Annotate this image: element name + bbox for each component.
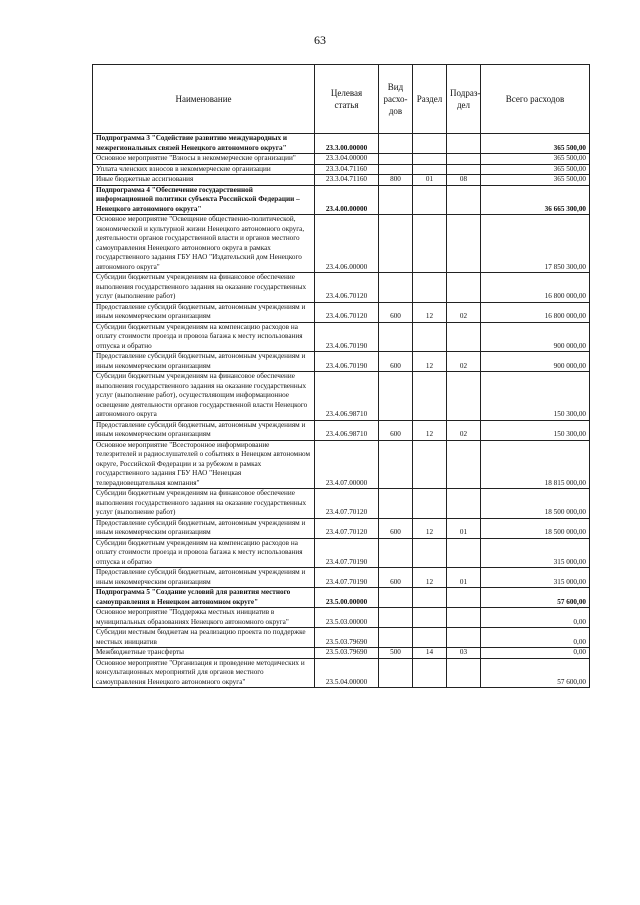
row-expense-type: 800 xyxy=(379,175,413,186)
table-row xyxy=(93,372,590,421)
row-subsection xyxy=(447,164,481,175)
table-header-row xyxy=(93,65,590,134)
table-row xyxy=(93,154,590,165)
row-total: 57 600,00 xyxy=(481,588,590,608)
row-section xyxy=(413,164,447,175)
row-total: 365 500,00 xyxy=(481,134,590,154)
table-row xyxy=(93,440,590,489)
row-name: Субсидии бюджетным учреждениям на компенсацию расходов на оплату стоимости проезда и провоза багажа к месту использования отпуска и обратно xyxy=(93,322,315,352)
table-row xyxy=(93,420,590,440)
row-name: Иные бюджетные ассигнования xyxy=(93,175,315,186)
row-target-article: 23.5.04.00000 xyxy=(315,658,379,688)
row-expense-type xyxy=(379,322,413,352)
row-subsection xyxy=(447,628,481,648)
row-target-article: 23.4.06.70120 xyxy=(315,302,379,322)
table-row xyxy=(93,134,590,154)
row-expense-type xyxy=(379,658,413,688)
row-total: 16 800 000,00 xyxy=(481,302,590,322)
table-row xyxy=(93,489,590,519)
row-total: 36 665 300,00 xyxy=(481,185,590,215)
row-expense-type xyxy=(379,185,413,215)
row-target-article: 23.4.06.98710 xyxy=(315,372,379,421)
table-row xyxy=(93,273,590,303)
row-section: 12 xyxy=(413,302,447,322)
row-target-article: 23.4.07.00000 xyxy=(315,440,379,489)
header-subsection: Подраз-дел xyxy=(447,65,481,134)
row-total: 57 600,00 xyxy=(481,658,590,688)
row-total: 150 300,00 xyxy=(481,420,590,440)
table-row xyxy=(93,588,590,608)
row-total: 0,00 xyxy=(481,648,590,659)
row-name: Основное мероприятие "Поддержка местных инициатив в муниципальных образованиях Ненецкого автономного округа" xyxy=(93,608,315,628)
table-row xyxy=(93,658,590,688)
row-section xyxy=(413,628,447,648)
row-name: Подпрограмма 3 "Содействие развитию международных и межрегиональных связей Ненецкого автономного округа" xyxy=(93,134,315,154)
row-name: Предоставление субсидий бюджетным, автономным учреждениям и иным некоммерческим организациям xyxy=(93,302,315,322)
row-total: 18 815 000,00 xyxy=(481,440,590,489)
row-name: Субсидии бюджетным учреждениям на финансовое обеспечение выполнения государственного задания на оказание государственных услуг (выполнение работ) xyxy=(93,489,315,519)
row-expense-type: 600 xyxy=(379,302,413,322)
row-total: 17 850 300,00 xyxy=(481,215,590,273)
row-section: 12 xyxy=(413,420,447,440)
row-total: 16 800 000,00 xyxy=(481,273,590,303)
row-total: 315 000,00 xyxy=(481,568,590,588)
row-target-article: 23.4.07.70120 xyxy=(315,489,379,519)
row-target-article: 23.3.00.00000 xyxy=(315,134,379,154)
table-row xyxy=(93,538,590,568)
row-subsection xyxy=(447,588,481,608)
row-name: Основное мероприятие "Организация и проведение методических и консультационных мероприятий для органов местного самоуправления Ненецкого автономного округа" xyxy=(93,658,315,688)
row-total: 0,00 xyxy=(481,608,590,628)
row-target-article: 23.5.03.79690 xyxy=(315,628,379,648)
row-total: 365 500,00 xyxy=(481,164,590,175)
row-name: Основное мероприятие "Освещение общественно-политической, экономической и культурной жизни Ненецкого автономного округа, деятельности органов государственной власти и органов местного самоуправления Ненецкого автономного округа в рамках государственного задания ГБУ НАО "Издательский дом Ненецкого автономного округа" xyxy=(93,215,315,273)
row-total: 18 500 000,00 xyxy=(481,518,590,538)
row-section xyxy=(413,372,447,421)
table-row xyxy=(93,628,590,648)
row-section xyxy=(413,322,447,352)
table-row xyxy=(93,175,590,186)
table-row xyxy=(93,568,590,588)
row-expense-type xyxy=(379,154,413,165)
row-section xyxy=(413,185,447,215)
row-section xyxy=(413,154,447,165)
row-subsection: 08 xyxy=(447,175,481,186)
header-section: Раздел xyxy=(413,65,447,134)
row-section xyxy=(413,588,447,608)
row-expense-type: 600 xyxy=(379,352,413,372)
row-subsection xyxy=(447,322,481,352)
row-name: Основное мероприятие "Взносы в некоммерческие организации" xyxy=(93,154,315,165)
page-number: 63 xyxy=(314,33,326,47)
row-name: Уплата членских взносов в некоммерческие организации xyxy=(93,164,315,175)
row-target-article: 23.4.06.98710 xyxy=(315,420,379,440)
row-subsection xyxy=(447,185,481,215)
row-subsection: 01 xyxy=(447,518,481,538)
row-total: 0,00 xyxy=(481,628,590,648)
row-total: 900 000,00 xyxy=(481,352,590,372)
row-expense-type xyxy=(379,608,413,628)
row-name: Предоставление субсидий бюджетным, автономным учреждениям и иным некоммерческим организациям xyxy=(93,352,315,372)
header-expense-type: Вид расхо-дов xyxy=(379,65,413,134)
row-total: 315 000,00 xyxy=(481,538,590,568)
row-name: Субсидии бюджетным учреждениям на компенсацию расходов на оплату стоимости проезда и провоза багажа к месту использования отпуска и обратно xyxy=(93,538,315,568)
row-expense-type: 500 xyxy=(379,648,413,659)
row-expense-type xyxy=(379,628,413,648)
row-name: Предоставление субсидий бюджетным, автономным учреждениям и иным некоммерческим организациям xyxy=(93,420,315,440)
table-row xyxy=(93,302,590,322)
row-name: Подпрограмма 4 "Обеспечение государственной информационной политики субъекта Российской Федерации – Ненецкого автономного округа" xyxy=(93,185,315,215)
row-subsection xyxy=(447,608,481,628)
row-total: 365 500,00 xyxy=(481,175,590,186)
row-target-article: 23.3.04.71160 xyxy=(315,164,379,175)
row-target-article: 23.5.00.00000 xyxy=(315,588,379,608)
row-subsection: 02 xyxy=(447,420,481,440)
header-name: Наименование xyxy=(93,65,315,134)
row-target-article: 23.3.04.00000 xyxy=(315,154,379,165)
row-subsection xyxy=(447,538,481,568)
row-subsection xyxy=(447,154,481,165)
row-target-article: 23.4.06.70190 xyxy=(315,352,379,372)
row-name: Подпрограмма 5 "Создание условий для развития местного самоуправления в Ненецком автономном округе" xyxy=(93,588,315,608)
row-subsection: 01 xyxy=(447,568,481,588)
row-name: Межбюджетные трансферты xyxy=(93,648,315,659)
table-row xyxy=(93,518,590,538)
row-target-article: 23.4.06.70120 xyxy=(315,273,379,303)
row-section xyxy=(413,608,447,628)
header-total-expenses: Всего расходов xyxy=(481,65,590,134)
row-section: 12 xyxy=(413,518,447,538)
row-expense-type xyxy=(379,489,413,519)
row-target-article: 23.4.00.00000 xyxy=(315,185,379,215)
row-total: 150 300,00 xyxy=(481,372,590,421)
table-row xyxy=(93,185,590,215)
table-body xyxy=(93,134,590,688)
table-row xyxy=(93,352,590,372)
row-target-article: 23.4.06.00000 xyxy=(315,215,379,273)
row-section xyxy=(413,658,447,688)
table-row xyxy=(93,608,590,628)
row-name: Субсидии местным бюджетам на реализацию проекта по поддержке местных инициатив xyxy=(93,628,315,648)
row-section xyxy=(413,489,447,519)
row-subsection xyxy=(447,489,481,519)
row-subsection xyxy=(447,372,481,421)
row-section: 01 xyxy=(413,175,447,186)
row-subsection xyxy=(447,273,481,303)
table-row xyxy=(93,215,590,273)
row-total: 18 500 000,00 xyxy=(481,489,590,519)
row-section xyxy=(413,440,447,489)
table-row xyxy=(93,648,590,659)
row-target-article: 23.4.06.70190 xyxy=(315,322,379,352)
row-name: Предоставление субсидий бюджетным, автономным учреждениям и иным некоммерческим организациям xyxy=(93,518,315,538)
row-section: 14 xyxy=(413,648,447,659)
budget-table xyxy=(92,64,590,688)
row-target-article: 23.5.03.79690 xyxy=(315,648,379,659)
row-target-article: 23.5.03.00000 xyxy=(315,608,379,628)
row-expense-type xyxy=(379,538,413,568)
row-name: Основное мероприятие "Всесторонное информирование телезрителей и радиослушателей о событиях в Ненецком автономном округе, Российской Федерации и за рубежом в рамках государственного задания ГБУ НАО "Ненецкая телерадиовещательная компания" xyxy=(93,440,315,489)
row-subsection: 02 xyxy=(447,352,481,372)
row-expense-type xyxy=(379,164,413,175)
table-row xyxy=(93,164,590,175)
row-section: 12 xyxy=(413,352,447,372)
row-name: Субсидии бюджетным учреждениям на финансовое обеспечение выполнения государственного задания на оказание государственных услуг (выполнение работ) xyxy=(93,273,315,303)
row-name: Субсидии бюджетным учреждениям на финансовое обеспечение выполнения государственного задания на оказание государственных услуг (выполнение работ), осуществляющим информационное освещение деятельности органов государственной власти Ненецкого автономного округа xyxy=(93,372,315,421)
row-total: 365 500,00 xyxy=(481,154,590,165)
row-section xyxy=(413,134,447,154)
row-subsection xyxy=(447,658,481,688)
row-expense-type xyxy=(379,372,413,421)
row-subsection: 03 xyxy=(447,648,481,659)
table-row xyxy=(93,322,590,352)
row-expense-type: 600 xyxy=(379,568,413,588)
row-subsection xyxy=(447,134,481,154)
header-target-article: Целевая статья xyxy=(315,65,379,134)
row-target-article: 23.4.07.70190 xyxy=(315,538,379,568)
row-section: 12 xyxy=(413,568,447,588)
row-expense-type xyxy=(379,588,413,608)
row-section xyxy=(413,215,447,273)
row-expense-type xyxy=(379,440,413,489)
row-expense-type: 600 xyxy=(379,518,413,538)
row-name: Предоставление субсидий бюджетным, автономным учреждениям и иным некоммерческим организациям xyxy=(93,568,315,588)
row-subsection: 02 xyxy=(447,302,481,322)
row-section xyxy=(413,538,447,568)
row-expense-type xyxy=(379,273,413,303)
row-expense-type: 600 xyxy=(379,420,413,440)
row-total: 900 000,00 xyxy=(481,322,590,352)
row-subsection xyxy=(447,440,481,489)
row-section xyxy=(413,273,447,303)
row-target-article: 23.4.07.70190 xyxy=(315,568,379,588)
row-expense-type xyxy=(379,215,413,273)
row-target-article: 23.3.04.71160 xyxy=(315,175,379,186)
row-target-article: 23.4.07.70120 xyxy=(315,518,379,538)
row-expense-type xyxy=(379,134,413,154)
row-subsection xyxy=(447,215,481,273)
